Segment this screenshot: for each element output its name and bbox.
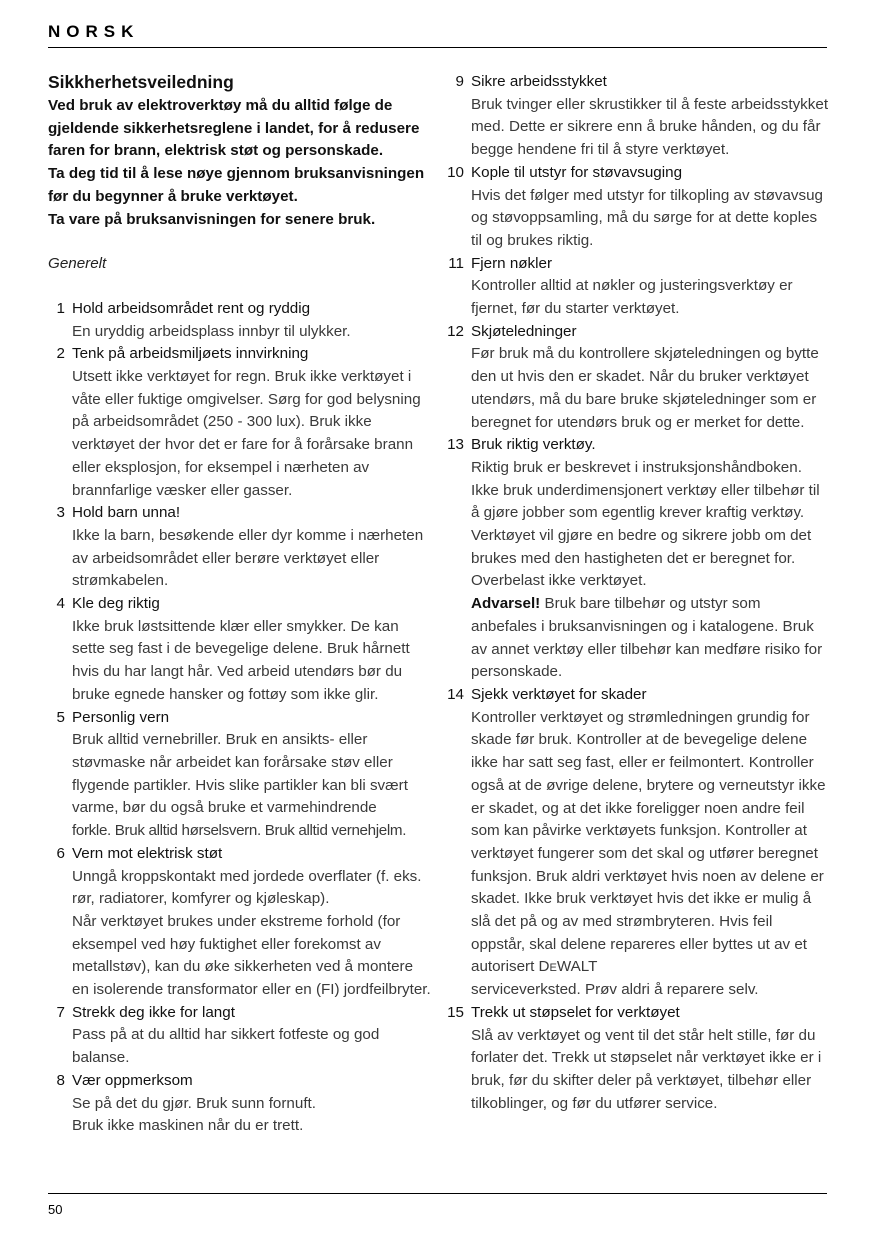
item-text: Ikke la barn, besøkende eller dyr komme i nærheten av arbeidsområdet eller berøre verktøyet eller strømkabelen.	[72, 526, 424, 590]
list-item	[447, 1002, 829, 1116]
item-number: 2	[56, 345, 65, 363]
subsection-title: Generelt	[48, 255, 107, 273]
list-item	[48, 298, 433, 343]
item-text: serviceverksted. Prøv aldri å reparere selv.	[471, 981, 759, 999]
warning-label: Advarsel!	[471, 595, 541, 613]
list-item	[48, 843, 433, 1002]
item-number: 8	[56, 1071, 65, 1089]
item-title: Sjekk verktøyet for skader	[471, 685, 647, 703]
item-number: 7	[56, 1003, 65, 1021]
item-text: Bruk tvinger eller skrustikker til å feste arbeidsstykket med. Dette er sikrere enn å bruke hånden, og du får begge hendene fri til å styre verktøyet.	[471, 95, 829, 159]
item-text: En uryddig arbeidsplass innbyr til ulykker.	[72, 322, 351, 340]
item-title: Strekk deg ikke for langt	[72, 1003, 235, 1021]
item-text: Slå av verktøyet og vent til det står helt stille, før du forlater det. Trekk ut støpselet når verktøyet ikke er i bruk, før du skifter deler på verktøyet, tilbehør eller tilkoblinger, og før du utfører service.	[471, 1026, 822, 1112]
item-title: Vern mot elektrisk støt	[72, 844, 223, 862]
item-title: Skjøteledninger	[471, 322, 577, 340]
list-item	[48, 593, 433, 707]
warning-text	[471, 593, 829, 684]
list-item	[48, 1002, 433, 1070]
list-item	[48, 1070, 433, 1138]
page-number: 50	[48, 1202, 63, 1217]
item-title: Fjern nøkler	[471, 254, 553, 272]
brand-name: DeWALT	[538, 958, 598, 976]
section-title: Sikkherhetsveiledning	[48, 72, 234, 92]
item-text: Bruk alltid vernebriller. Bruk en ansikts- eller støvmaske når arbeidet kan forårsake støv eller flygende partikler. Hvis slike partikler kan bli svært varme, bør du også bruke et varmehindrende	[72, 731, 408, 817]
item-number: 1	[56, 299, 65, 317]
language-header: NORSK	[48, 22, 140, 41]
warning-body: Bruk bare tilbehør og utstyr som anbefales i bruksanvisningen og i katalogene. Bruk av annet verktøy eller tilbehør kan medføre risiko for personskade.	[471, 595, 823, 681]
intro-paragraph: Ta deg tid til å lese nøye gjennom bruksanvisningen før du begynner å bruke verktøyet.	[48, 165, 425, 205]
item-number: 12	[447, 322, 464, 340]
intro-paragraph: Ved bruk av elektroverktøy må du alltid følge de gjeldende sikkerhetsreglene i landet, for å redusere faren for brann, elektrisk støt og personskade.	[48, 97, 420, 160]
item-number: 5	[56, 708, 65, 726]
item-title: Kle deg riktig	[72, 595, 160, 613]
item-text	[471, 707, 829, 979]
item-title: Sikre arbeidsstykket	[471, 73, 607, 90]
list-item	[447, 253, 829, 321]
item-text: Før bruk må du kontrollere skjøteledningen og bytte den ut hvis den er skadet. Når du bruker verktøyet utendørs, må du bare bruke skjøteledninger som er beregnet for utendørs bruk og er merket for dette.	[471, 345, 819, 431]
item-title: Hold arbeidsområdet rent og ryddig	[72, 299, 311, 317]
item-title: Bruk riktig verktøy.	[471, 436, 596, 454]
item-text: Når verktøyet brukes under ekstreme forhold (for eksempel ved høy fuktighet eller forekomst av metallstøv), kan du øke sikkerheten ved å montere en isolerende transformator eller en (FI) jordfeilbryter.	[72, 912, 431, 999]
list-item	[447, 321, 829, 435]
item-text: Pass på at du alltid har sikkert fotfeste og god balanse.	[72, 1026, 380, 1067]
item-text: Bruk ikke maskinen når du er trett.	[72, 1117, 304, 1135]
item-text: forkle. Bruk alltid hørselsvern. Bruk alltid vernehjelm.	[72, 822, 407, 840]
footer-divider	[48, 1193, 827, 1194]
item-text: Hvis det følger med utstyr for tilkopling av støvavsug og støvoppsamling, må du sørge for at dette koples til og brukes riktig.	[471, 186, 823, 249]
item-text: Kontroller alltid at nøkler og justeringsverktøy er fjernet, før du starter verktøyet.	[471, 277, 793, 318]
item-title: Trekk ut støpselet for verktøyet	[471, 1003, 680, 1021]
item-number: 9	[455, 73, 464, 90]
item-number: 13	[447, 436, 464, 454]
list-item	[447, 684, 829, 1002]
item-title: Hold barn unna!	[72, 504, 181, 522]
item-text: Utsett ikke verktøyet for regn. Bruk ikke verktøyet i våte eller fuktige omgivelser. Sørg for god belysning på arbeidsområdet (250 - 300 lux). Bruk ikke verktøyet der hvor det er fare for å forårsake brann eller eksplosjon, for eksempel i nærheten av brannfarlige væsker eller gasser.	[72, 368, 421, 499]
item-number: 4	[56, 595, 65, 613]
item-number: 11	[448, 254, 464, 272]
item-number: 15	[447, 1003, 464, 1021]
list-item	[48, 707, 433, 843]
list-item	[48, 502, 433, 593]
item-text: Se på det du gjør. Bruk sunn fornuft.	[72, 1094, 316, 1112]
item-text: Riktig bruk er beskrevet i instruksjonshåndboken. Ikke bruk underdimensjonert verktøy eller tilbehør til å gjøre jobber som egentlig krever kraftig verktøy. Verktøyet vil gjøre en bedre og sikrere jobb om det brukes med den hastigheten det er beregnet for. Overbelast ikke verktøyet.	[471, 458, 820, 590]
item-number: 10	[447, 163, 464, 181]
item-title: Kople til utstyr for støvavsuging	[471, 163, 683, 181]
header-divider	[48, 47, 827, 48]
list-item	[447, 162, 829, 253]
item-title: Tenk på arbeidsmiljøets innvirkning	[72, 345, 309, 363]
item-number: 6	[56, 844, 65, 862]
right-column	[447, 71, 829, 1115]
item-number: 14	[447, 685, 464, 703]
list-item	[48, 343, 433, 502]
intro	[48, 95, 433, 231]
item-title: Personlig vern	[72, 708, 170, 726]
intro-paragraph: Ta vare på bruksanvisningen for senere bruk.	[48, 210, 376, 228]
item-number: 3	[56, 504, 65, 522]
item-text: Ikke bruk løstsittende klær eller smykker. De kan sette seg fast i de bevegelige delene. Bruk hårnett hvis du har langt hår. Ved arbeid utendørs bør du bruke egnede hansker og fottøy som ikke glir.	[72, 617, 410, 703]
item-text-main: Kontroller verktøyet og strømledningen grundig for skade før bruk. Kontroller at de bevegelige delene ikke har satt seg fast, eller er feilmontert. Kontroller også at de øvrige delene, brytere og verneutstyr ikke er skadet, og at det ikke foreligger noen andre feil som kan påvirke verktøyets funksjon. Kontroller at verktøyet fungerer som det skal og utfører beregnet funksjon. Bruk aldri verktøyet hvis noen av delene er skadet. Ikke bruk verktøyet hvis det ikke er mulig å slå det på og av med strømbryteren. Hvis feil oppstår, skal delene repareres eller byttes ut av et autorisert	[471, 708, 826, 976]
item-text: Unngå kroppskontakt med jordede overflater (f. eks. rør, radiatorer, komfyrer og kjøleskap).	[72, 867, 422, 908]
item-title: Vær oppmerksom	[72, 1071, 193, 1089]
left-column	[48, 71, 433, 1138]
list-item	[447, 434, 829, 684]
list-item	[447, 71, 829, 162]
